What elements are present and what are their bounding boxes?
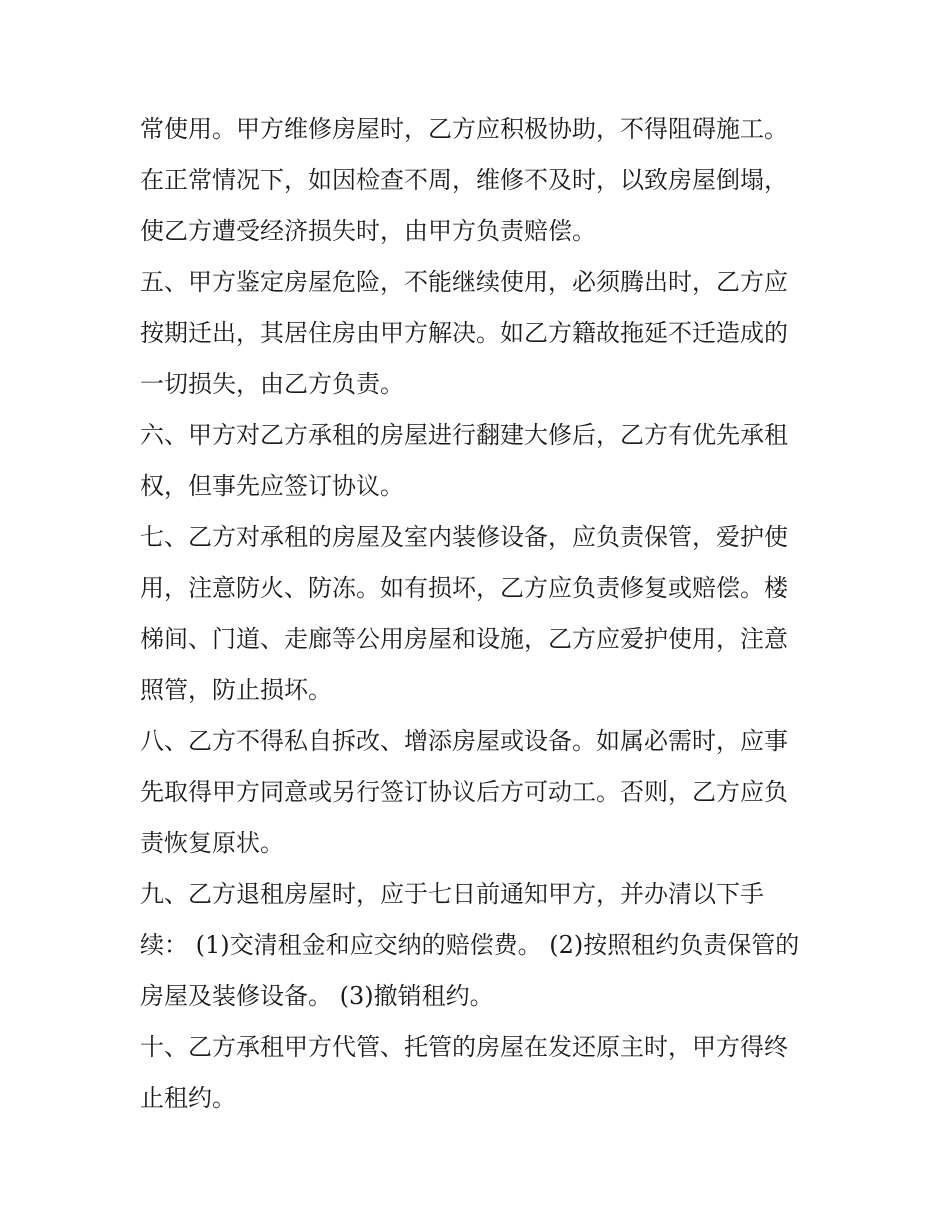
text-line: 房屋及装修设备。 (3)撤销租约。 xyxy=(140,982,494,1010)
text-line: 十、乙方承租甲方代管、托管的房屋在发还原主时，甲方得终 xyxy=(140,1033,788,1061)
text-line: 责恢复原状。 xyxy=(140,829,284,857)
text-line: 九、乙方退租房屋时，应于七日前通知甲方，并办清以下手 xyxy=(140,880,764,908)
text-line: 六、甲方对乙方承租的房屋进行翻建大修后，乙方有优先承租 xyxy=(140,421,788,449)
text-line: 在正常情况下，如因检查不周，维修不及时，以致房屋倒塌， xyxy=(140,166,788,194)
text-line: 用，注意防火、防冻。如有损坏，乙方应负责修复或赔偿。楼 xyxy=(140,574,788,602)
text-line: 梯间、门道、走廊等公用房屋和设施，乙方应爱护使用，注意 xyxy=(140,625,788,653)
text-line: 七、乙方对承租的房屋及室内装修设备，应负责保管，爱护使 xyxy=(140,523,788,551)
text-line: 照管，防止损坏。 xyxy=(140,676,332,704)
text-line: 先取得甲方同意或另行签订协议后方可动工。否则，乙方应负 xyxy=(140,778,788,806)
text-line: 使乙方遭受经济损失时，由甲方负责赔偿。 xyxy=(140,217,596,245)
text-line: 权，但事先应签订协议。 xyxy=(140,472,404,500)
text-line: 一切损失，由乙方负责。 xyxy=(140,370,404,398)
document-body xyxy=(140,104,820,1124)
text-line: 续： (1)交清租金和应交纳的赔偿费。 (2)按照租约负责保管的 xyxy=(140,931,800,959)
text-line: 八、乙方不得私自拆改、增添房屋或设备。如属必需时，应事 xyxy=(140,727,788,755)
text-line: 常使用。甲方维修房屋时，乙方应积极协助，不得阻碍施工。 xyxy=(140,115,788,143)
text-line: 止租约。 xyxy=(140,1084,236,1112)
text-line: 五、甲方鉴定房屋危险，不能继续使用，必须腾出时，乙方应 xyxy=(140,268,788,296)
text-line: 按期迁出，其居住房由甲方解决。如乙方籍故拖延不迁造成的 xyxy=(140,319,788,347)
